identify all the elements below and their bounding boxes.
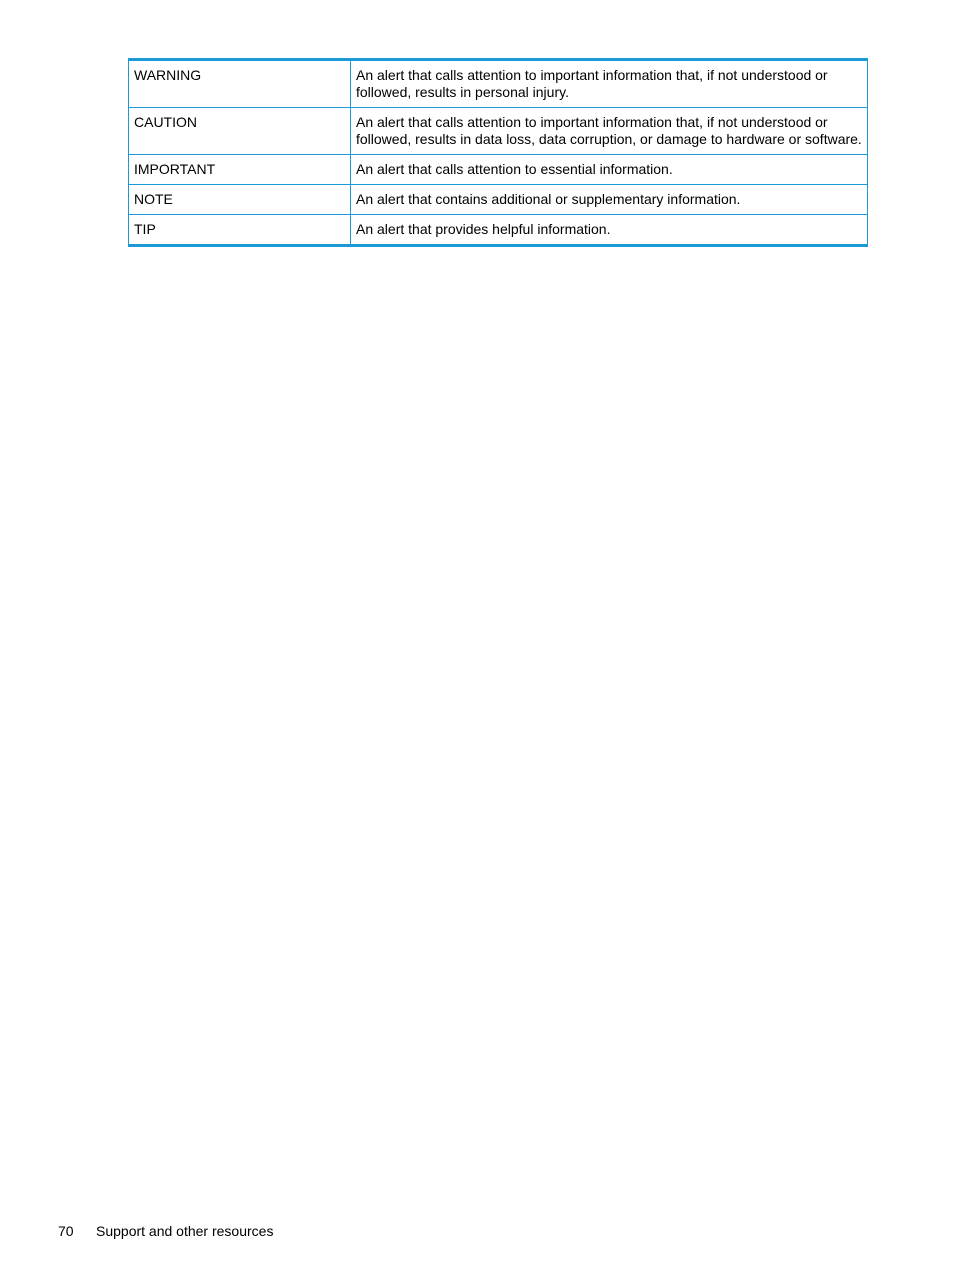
table-row [129,155,868,185]
alert-term: WARNING [129,60,351,108]
section-title: Support and other resources [96,1223,274,1239]
alert-description: An alert that calls attention to important information that, if not understood or followed, results in personal injury. [351,60,868,108]
table-row [129,215,868,246]
page-footer [58,1223,273,1240]
alert-term: IMPORTANT [129,155,351,185]
table-row [129,108,868,155]
alert-description: An alert that provides helpful information. [351,215,868,246]
page-number: 70 [58,1223,74,1239]
alert-term: NOTE [129,185,351,215]
alert-description: An alert that calls attention to important information that, if not understood or followed, results in data loss, data corruption, or damage to hardware or software. [351,108,868,155]
alert-description: An alert that contains additional or supplementary information. [351,185,868,215]
table-row [129,185,868,215]
alert-term: TIP [129,215,351,246]
alert-description: An alert that calls attention to essential information. [351,155,868,185]
table-row [129,60,868,108]
alert-term: CAUTION [129,108,351,155]
alert-definitions-table [128,58,868,247]
